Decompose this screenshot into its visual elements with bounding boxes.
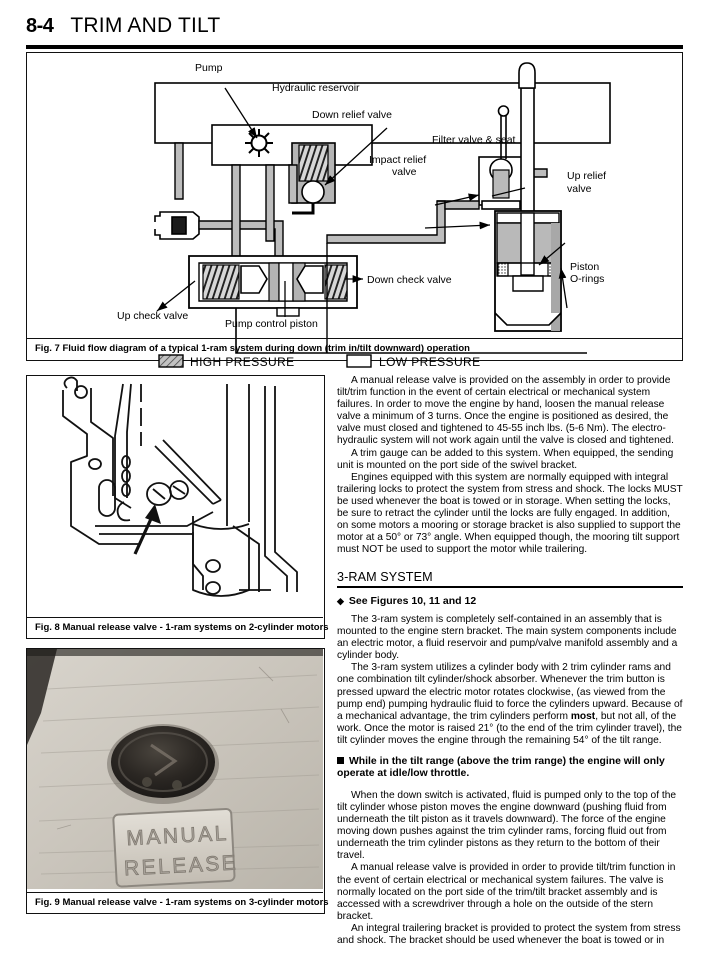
high-pressure-label: HIGH PRESSURE <box>190 355 295 369</box>
paragraph-trailering-bracket: An integral trailering bracket is provided to protect the system from stress and shock. The bracket should be used whenever the boat is towed or in <box>337 922 681 946</box>
figure-7-caption-bar <box>27 338 682 360</box>
figure-8-caption: Fig. 8 Manual release valve - 1-ram systems on 2-cylinder motors <box>35 622 329 633</box>
label-filter-valve-seat: Filter valve & seat <box>432 134 516 146</box>
label-impact-relief-valve-line1: Impact relief <box>369 154 427 166</box>
manual-release-valve-2cyl-illustration <box>27 376 323 613</box>
pointer-arrowhead <box>145 504 161 524</box>
label-impact-relief-valve-line2: valve <box>392 166 417 178</box>
section-heading-rule <box>337 586 683 588</box>
embossed-text-manual: MANUAL <box>125 821 230 851</box>
label-up-relief-valve-line2: valve <box>567 183 592 195</box>
label-up-relief-valve-line1: Up relief <box>567 170 607 182</box>
body-text-column <box>337 375 683 947</box>
figure-8-caption-bar <box>27 617 329 638</box>
paragraph-manual-release-3ram: A manual release valve is provided in order to provide tilt/trim function in the event of certain electrical or mechanical system failures. The valve is normally located on the port side of the trim/tilt bracket assembly and is accessed with a screwdriver through a hole on the outside of the stern bracket. <box>337 862 676 922</box>
see-figures-callout <box>337 595 683 607</box>
paragraph-3ram-overview: The 3-ram system is completely self-contained in an assembly that is mounted to the engine stern bracket. The main system components include an electric motor, a fluid reservoir and pump/valve manifold assembly and a cylinder body. <box>337 614 678 662</box>
figure-9 <box>26 648 329 914</box>
paragraph-trim-gauge: A trim gauge can be added to this system. When equipped, the sending unit is mounted on the port side of the swivel bracket. <box>337 447 674 471</box>
figure-9-caption-bar <box>27 892 329 913</box>
diamond-bullet-icon: ◆ <box>337 596 344 606</box>
figure-8 <box>26 375 329 639</box>
para5-part-a: The 3-ram system utilizes a cylinder body with 2 trim cylinder rams and one combination tilt cylinder/shock absorber. Whenever the trim button is pressed upward the electric motor rotates clockwise, (as viewed from the pump end) pumping hydraulic fluid to force the cylinders upward. Because of a mechanical advantage, the trim cylinders perform <box>337 662 683 722</box>
paragraph-trailering-locks: Engines equipped with this system are normally equipped with integral trailering locks to protect the system from stress and shock. The locks MUST be used whenever the boat is towed or in storage. When setting the locks, be sure to retract the cylinder until the locks are fully engaged. In addition, on some motors a mooring or storage bracket is also supplied to support the motor at a 50° or 73° angle. When equipped though, the mooring tilt support must NOT be used to support the motor while trailering. <box>337 471 683 556</box>
paragraph-3ram-operation <box>337 662 683 747</box>
note-tilt-range <box>337 756 683 781</box>
section-heading-3ram: 3-RAM SYSTEM <box>337 570 433 585</box>
label-hydraulic-reservoir: Hydraulic reservoir <box>272 82 360 94</box>
para5-part-b: , but not all, of the work. Once the motor is raised 21° (to the end of the trim cylinder travel), the tilt cylinder moves the engine through the remaining 54° of the tilt range. <box>337 710 682 746</box>
low-pressure-label: LOW PRESSURE <box>379 355 481 369</box>
page-number: 8-4 <box>26 15 54 37</box>
label-down-check-valve: Down check valve <box>367 274 452 286</box>
paragraph-manual-release-valve: A manual release valve is provided on the assembly in order to provide tilt/trim function in the event of certain electrical or mechanical system failures. In order to move the engine by hand, loosen the manual release valve a minimum of 3 turns. Once the engine is positioned as desired, the valve must closed and tightened to 45-55 inch lbs. (5-6 Nm). The electro-hydraulic system will not work again until the valve is closed and tightened. <box>337 375 674 447</box>
embossed-text-release: RELEASE <box>123 851 239 881</box>
header-rule <box>26 45 683 49</box>
square-bullet-icon <box>337 757 344 764</box>
see-figures-text: See Figures 10, 11 and 12 <box>348 595 477 607</box>
page-title: TRIM AND TILT <box>70 14 221 37</box>
label-piston-orings-line1: Piston <box>570 261 600 273</box>
figure-7 <box>26 52 683 369</box>
figure-7-caption: Fig. 7 Fluid flow diagram of a typical 1-ram system during down (trim in/tilt downward) operation <box>35 343 470 354</box>
paragraph-down-switch: When the down switch is activated, fluid is pumped only to the top of the tilt cylinder whose piston moves the engine downward (pushing fluid from underneath the tilt piston as it travels downward). The force of the engine moving down pushes against the trim cylinder rams, forcing fluid out from underneath the trim cylinder pistons as they return to the bottom of their travel. <box>337 789 677 862</box>
label-pump: Pump <box>195 62 223 74</box>
label-down-relief-valve: Down relief valve <box>312 109 392 121</box>
label-up-check-valve: Up check valve <box>117 310 189 322</box>
manual-release-valve-3cyl-photo <box>27 649 323 889</box>
figure-9-caption: Fig. 9 Manual release valve - 1-ram systems on 3-cylinder motors <box>35 897 329 908</box>
page-header <box>26 14 683 48</box>
para5-emphasis: most <box>570 710 596 722</box>
label-piston-orings-line2: O-rings <box>570 273 605 285</box>
note-tilt-range-text: While in the tilt range (above the trim range) the engine will only operate at idle/low throttle. <box>337 756 665 780</box>
label-pump-control-piston: Pump control piston <box>225 318 318 330</box>
